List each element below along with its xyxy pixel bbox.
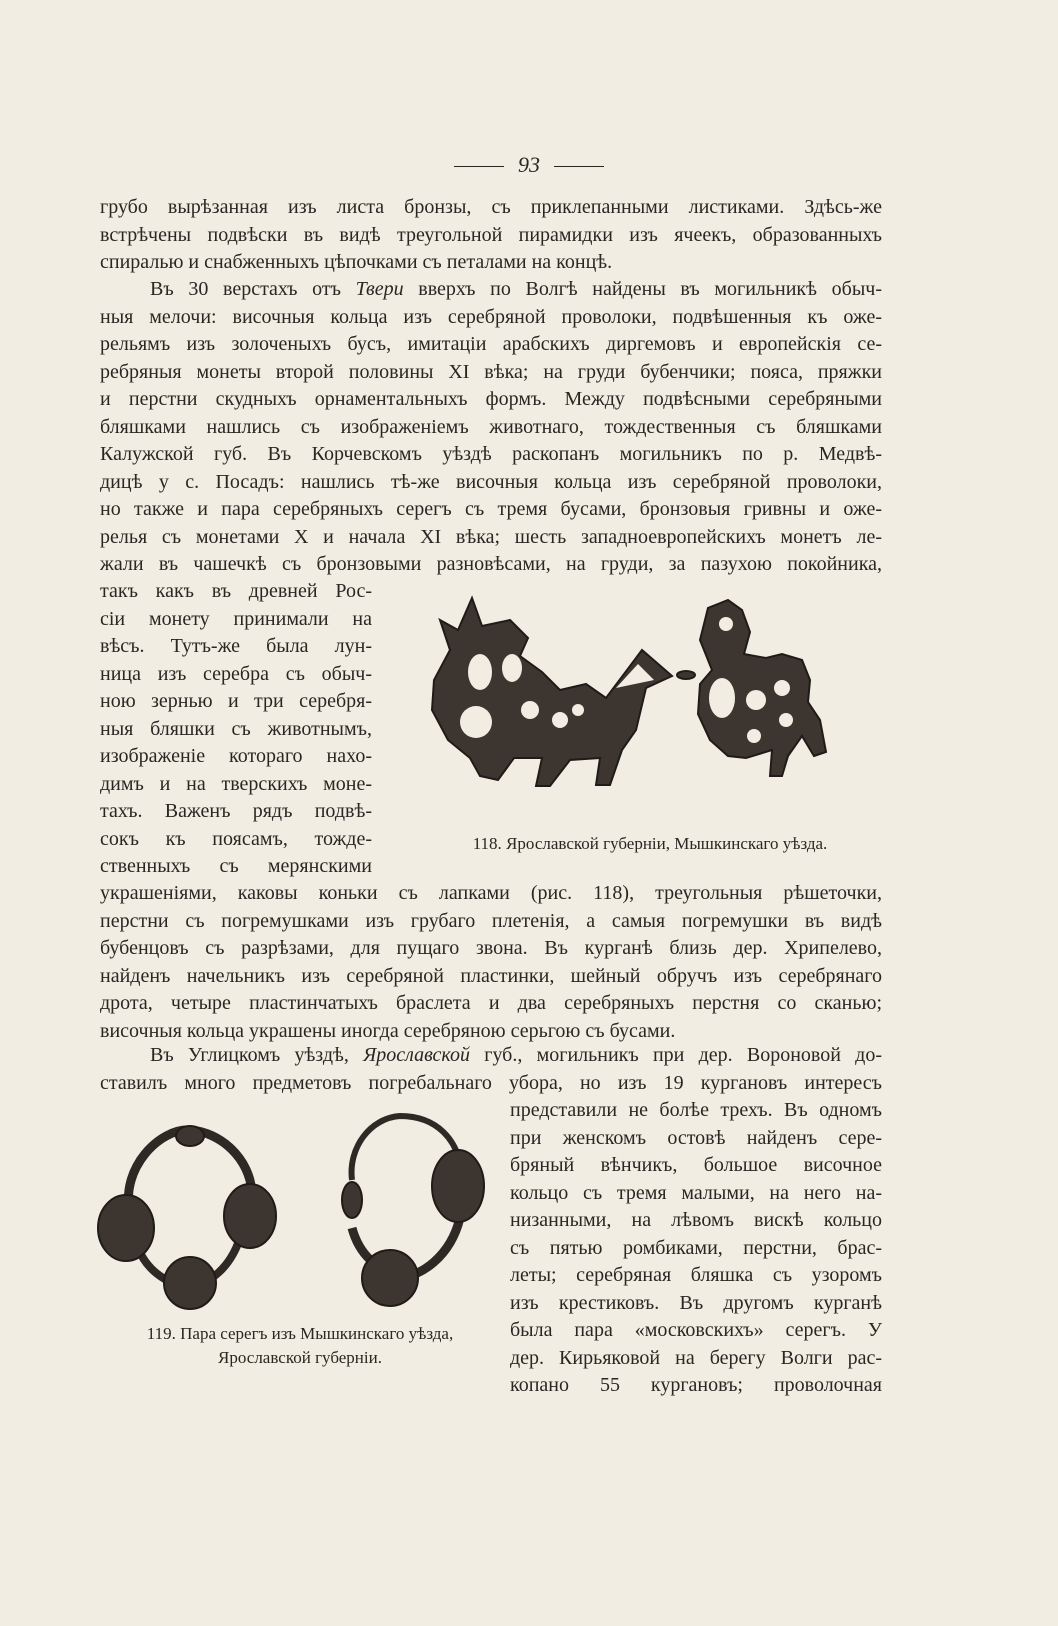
text-line: грубо вырѣзанная изъ листа бронзы, съ приклепанными листиками. Здѣсь-же [100, 196, 882, 218]
text-line: представили не болѣе трехъ. Въ одномъ [510, 1099, 882, 1121]
text-line: рельямъ изъ золоченыхъ бусъ, имитаціи арабскихъ диргемовъ и европейскія се- [100, 333, 882, 355]
text-line: жали въ чашечкѣ съ бронзовыми разновѣсами, на груди, за пазухою покойника, [100, 553, 882, 575]
text-line: но также и пара серебряныхъ серегъ съ тремя бусами, бронзовыя гривны и оже- [100, 498, 882, 520]
caption-118: 118. Ярославской губерніи, Мышкинскаго уѣзда. [472, 834, 828, 853]
text-line: изъ крестиковъ. Въ другомъ курганѣ [510, 1291, 882, 1314]
connector-link [677, 671, 695, 679]
text-line: леты; серебряная бляшка съ узоромъ [510, 1264, 882, 1286]
caption-119 [100, 1322, 500, 1370]
earring-left [98, 1126, 276, 1309]
text-line: такъ какъ въ древней Рос- [100, 580, 372, 602]
text-line: спиралью и снабженныхъ цѣпочками съ петалами на концѣ. [100, 251, 613, 273]
text-line: перстни съ погремушками изъ грубаго плетенія, а самыя погремушки въ видѣ [100, 909, 882, 932]
text-line: бляшками нашлись съ изображеніемъ животнаго, тождественныя съ бляшками [100, 415, 882, 438]
text-line: дер. Кирьяковой на берегу Волги рас- [510, 1346, 882, 1369]
text-line: при женскомъ остовѣ найденъ сере- [510, 1126, 882, 1149]
rule-left [454, 166, 504, 167]
horse-pendant-left [432, 598, 672, 786]
text-line: изображеніе котораго нахо- [100, 745, 372, 767]
text-line: бубенцовъ съ разрѣзами, для пущаго звона. Въ курганѣ близь дер. Хрипелево, [100, 937, 882, 959]
text-line: встрѣчены подвѣски въ видѣ треугольной пирамидки изъ ячеекъ, образованныхъ [100, 223, 882, 246]
caption-119-line-1: 119. Пара серегъ изъ Мышкинскаго уѣзда, [146, 1324, 454, 1343]
text-line: копано 55 кургановъ; проволочная [510, 1374, 882, 1396]
text-line: ставилъ много предметовъ погребальнаго убора, но изъ 19 кургановъ интересъ [100, 1071, 882, 1094]
text-line: височныя кольца украшены иногда серебряною серьгою съ бусами. [100, 1019, 676, 1042]
text-line: бряный вѣнчикъ, большое височное [510, 1154, 882, 1176]
text-line: ница изъ серебра съ обыч- [100, 662, 372, 685]
figure-118-horse-pendants [410, 580, 890, 820]
text-line: вѣсъ. Тутъ-же была лун- [100, 635, 372, 657]
figure-119-earrings [90, 1108, 500, 1313]
page-number [0, 152, 1058, 178]
text-line: димъ и на тверскихъ моне- [100, 772, 372, 795]
text-line: и перстни скудныхъ орнаментальныхъ формъ. Между подвѣсными серебряными [100, 388, 882, 410]
right-column [510, 1097, 882, 1400]
text-line: ныя бляшки съ животнымъ, [100, 717, 372, 740]
text-line: съ пятью ромбиками, перстни, брас- [510, 1236, 882, 1259]
text-line: дицѣ у с. Посадъ: нашлись тѣ-же височныя кольца изъ серебряной проволоки, [100, 470, 882, 493]
caption-119-line-2: Ярославской губерніи. [218, 1348, 382, 1367]
text-line: Въ Углицкомъ уѣздѣ, Ярославской губ., могильникъ при дер. Вороновой до- [150, 1044, 882, 1066]
rule-right [554, 166, 604, 167]
place-name: Ярославской [363, 1044, 470, 1066]
text-line: сіи монету принимали на [100, 607, 372, 630]
paragraph-4 [100, 1042, 882, 1097]
page-number-text: 93 [518, 152, 540, 177]
text-line: релья съ монетами X и начала XI вѣка; шесть западноевропейскихъ монетъ ле- [100, 525, 882, 548]
text-line: тахъ. Важенъ рядъ подвѣ- [100, 800, 372, 822]
text-line: дрота, четыре пластинчатыхъ браслета и два серебряныхъ перстня со сканью; [100, 992, 882, 1014]
text-line: ныя мелочи: височныя кольца изъ серебряной проволоки, подвѣшенныя къ оже- [100, 305, 882, 328]
paragraph-1 [100, 194, 882, 277]
text-line: ребряныя монеты второй половины XI вѣка; на груди бубенчики; пояса, пряжки [100, 360, 882, 383]
text-line: кольцо съ тремя малыми, на него на- [510, 1181, 882, 1204]
text-line: была пара «московскихъ» серегъ. У [510, 1319, 882, 1341]
text-line: сокъ къ поясамъ, тожде- [100, 827, 372, 850]
paragraph-2 [100, 276, 882, 579]
paragraph-3 [100, 880, 882, 1045]
text-line: Калужской губ. Въ Корчевскомъ уѣздѣ раскопанъ могильникъ по р. Медвѣ- [100, 443, 882, 465]
text-line: Въ 30 верстахъ отъ Твери вверхъ по Волгѣ найдены въ могильникѣ обыч- [150, 278, 882, 300]
text-line: найденъ начельникъ изъ серебряной пластинки, шейный обручъ изъ серебрянаго [100, 964, 882, 987]
text-line: украшеніями, каковы коньки съ лапками (рис. 118), треугольныя рѣшеточки, [100, 882, 882, 904]
place-name: Твери [355, 278, 404, 300]
text-line: ственныхъ съ мерянскими [100, 855, 372, 877]
left-column [100, 578, 372, 881]
earring-right [342, 1116, 484, 1306]
text-line: ною зернью и три серебря- [100, 690, 372, 712]
text-line: низанными, на лѣвомъ вискѣ кольцо [510, 1209, 882, 1231]
